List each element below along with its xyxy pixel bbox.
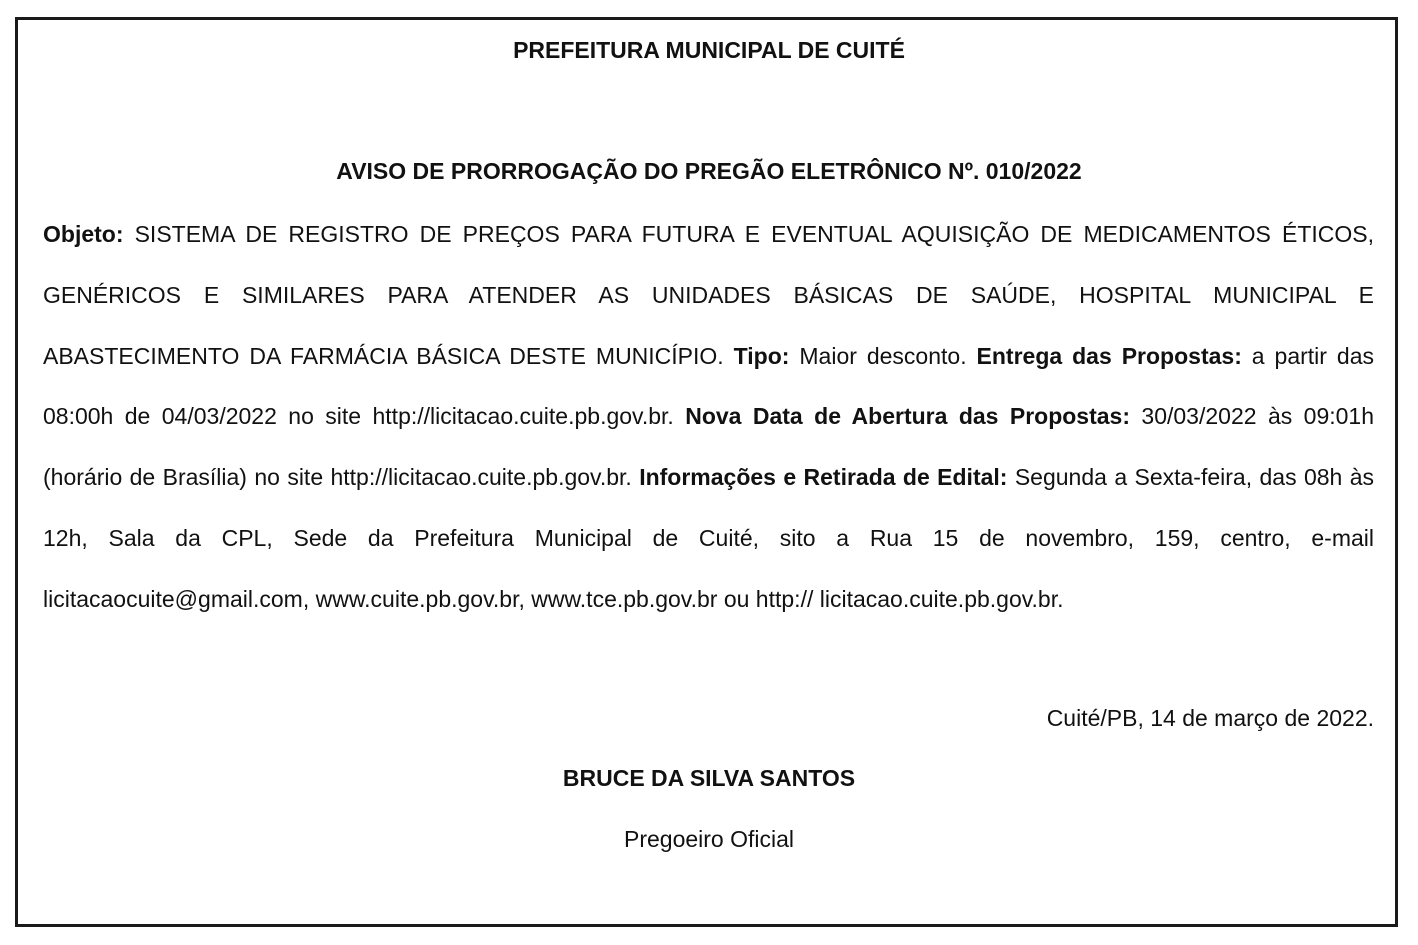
objeto-text: SISTEMA DE REGISTRO DE PREÇOS PARA FUTURA E EVENTUAL AQUISIÇÃO DE MEDICAMENTOS ÉTICOS, GENÉRICOS E SIMILARES PARA ATENDER AS UNIDADES BÁSICAS DE SAÚDE, HOSPITAL MUNICIPAL E ABASTECIMENTO DA FARMÁCIA BÁSICA DESTE MUNICÍPIO. bbox=[43, 221, 1374, 369]
entrega-text: a partir das 08:00h de 04/03/2022 no site http://licitacao.cuite.pb.gov.br. bbox=[43, 342, 1374, 430]
notice-title: AVISO DE PRORROGAÇÃO DO PREGÃO ELETRÔNICO Nº. 010/2022 bbox=[336, 158, 1082, 184]
organization-heading: PREFEITURA MUNICIPAL DE CUITÉ bbox=[513, 37, 905, 63]
tipo-text: Maior desconto. bbox=[789, 342, 977, 369]
notice-body bbox=[43, 204, 1374, 630]
tipo-label: Tipo: bbox=[733, 342, 790, 369]
info-text: Segunda a Sexta-feira, das 08h às 12h, Sala da CPL, Sede da Prefeitura Municipal de Cuité, sito a Rua 15 de novembro, 159, centro, e-mail licitacaocuite@gmail.com, www.cuite.pb.gov.br, www.tce.pb.gov.br ou http:// licitacao.cuite.pb.gov.br. bbox=[43, 464, 1375, 612]
abertura-text: 30/03/2022 às 09:01h (horário de Brasília) no site http://licitacao.cuite.pb.gov.br. bbox=[43, 403, 1374, 491]
place-date: Cuité/PB, 14 de março de 2022. bbox=[1046, 705, 1374, 731]
info-label: Informações e Retirada de Edital: bbox=[639, 464, 1008, 491]
objeto-label: Objeto: bbox=[43, 221, 124, 247]
signer-role: Pregoeiro Oficial bbox=[623, 826, 795, 852]
abertura-label: Nova Data de Abertura das Propostas: bbox=[685, 403, 1130, 430]
signer-name: BRUCE DA SILVA SANTOS bbox=[562, 765, 856, 791]
entrega-label: Entrega das Propostas: bbox=[976, 342, 1242, 369]
